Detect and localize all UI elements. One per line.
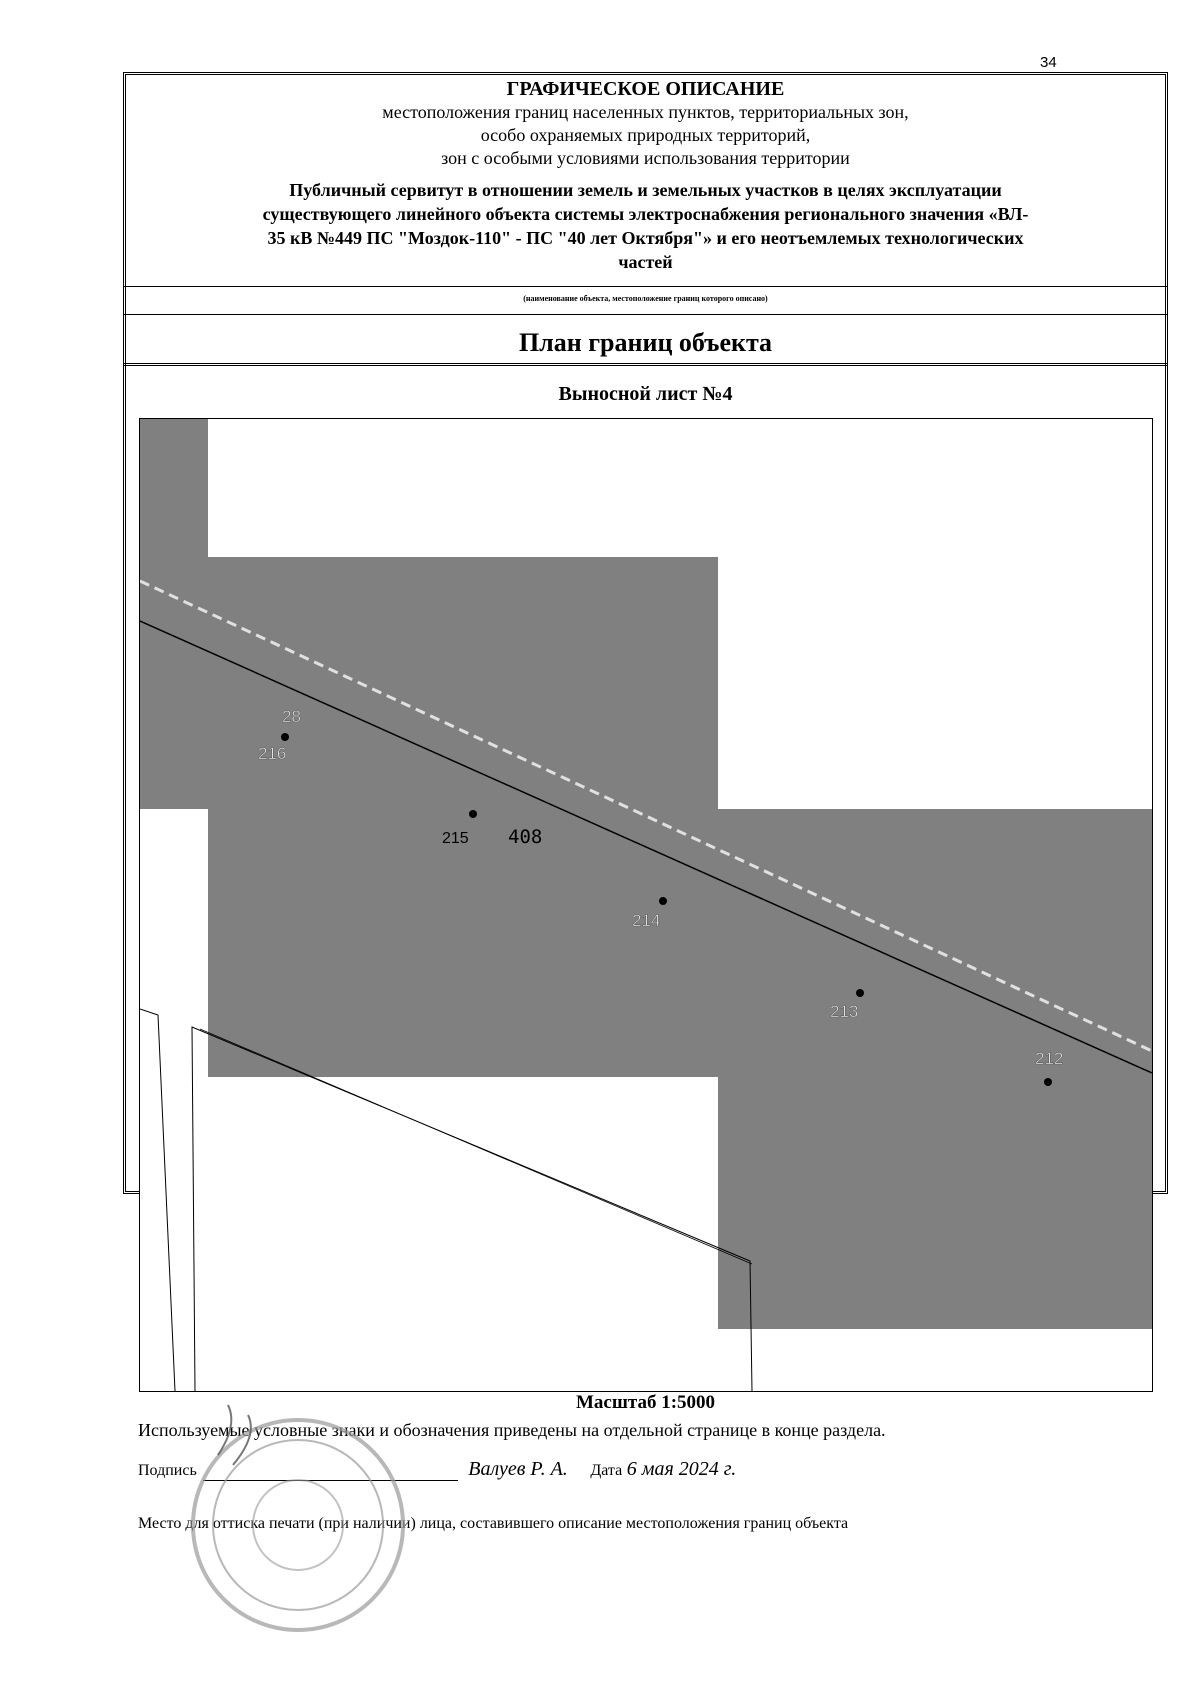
divider xyxy=(124,286,1167,287)
plan-title: План границ объекта xyxy=(518,328,773,357)
object-name-line-4: частей xyxy=(618,252,673,272)
object-name-line-2: существующего линейного объекта системы электроснабжения регионального значения «ВЛ- xyxy=(262,204,1029,224)
servitude-zone xyxy=(140,419,1152,1329)
header xyxy=(124,73,1167,274)
boundary-point xyxy=(281,733,289,741)
map-scale: Масштаб 1:5000 xyxy=(575,1392,716,1413)
point-label: 214 xyxy=(632,911,661,930)
point-label: 28 xyxy=(282,707,301,726)
date-label: Дата xyxy=(590,1462,623,1479)
object-name-line-3: 35 кВ №449 ПС "Моздок-110" - ПС "40 лет Октября"» и его неотъемлемых технологических xyxy=(267,228,1024,248)
seal-stamp xyxy=(178,1395,428,1645)
point-label: 213 xyxy=(830,1002,859,1021)
date-value: 6 мая 2024 г. xyxy=(626,1458,737,1480)
signature-label: Подпись xyxy=(138,1462,197,1479)
point-label: 216 xyxy=(258,744,287,763)
boundary-map xyxy=(139,418,1153,1392)
subtitle-line-3: зон с особыми условиями использования территории xyxy=(441,148,850,168)
boundary-point xyxy=(659,897,667,905)
divider xyxy=(124,363,1167,366)
divider xyxy=(124,314,1167,315)
parcel-label: 408 xyxy=(508,826,543,848)
signer-name: Валуев Р. А. xyxy=(468,1458,568,1480)
object-name xyxy=(124,178,1167,274)
boundary-point xyxy=(1044,1078,1052,1086)
sheet-title: Выносной лист №4 xyxy=(558,383,733,405)
object-caption: (наименование объекта, местоположение границ которого описано) xyxy=(523,294,768,303)
page-number: 34 xyxy=(1040,54,1057,71)
map-canvas xyxy=(140,419,1152,1391)
boundary-point xyxy=(856,989,864,997)
legend-note: Используемые условные знаки и обозначения приведены на отдельной странице в конце раздела. xyxy=(138,1420,886,1440)
point-label: 212 xyxy=(1035,1049,1064,1068)
boundary-point xyxy=(469,810,477,818)
parcel-boundary xyxy=(140,1009,175,1391)
stamp-note: Место для оттиска печати (при наличии) лица, составившего описание местоположения границ объекта xyxy=(138,1515,849,1532)
object-name-line-1: Публичный сервитут в отношении земель и земельных участков в целях эксплуатации xyxy=(289,180,1002,200)
point-label: 215 xyxy=(442,830,469,847)
parcel-boundary xyxy=(192,1027,752,1391)
subtitle-line-1: местоположения границ населенных пунктов, территориальных зон, xyxy=(382,102,909,122)
document-title: ГРАФИЧЕСКОЕ ОПИСАНИЕ xyxy=(506,78,785,100)
subtitle-line-2: особо охраняемых природных территорий, xyxy=(480,125,811,145)
